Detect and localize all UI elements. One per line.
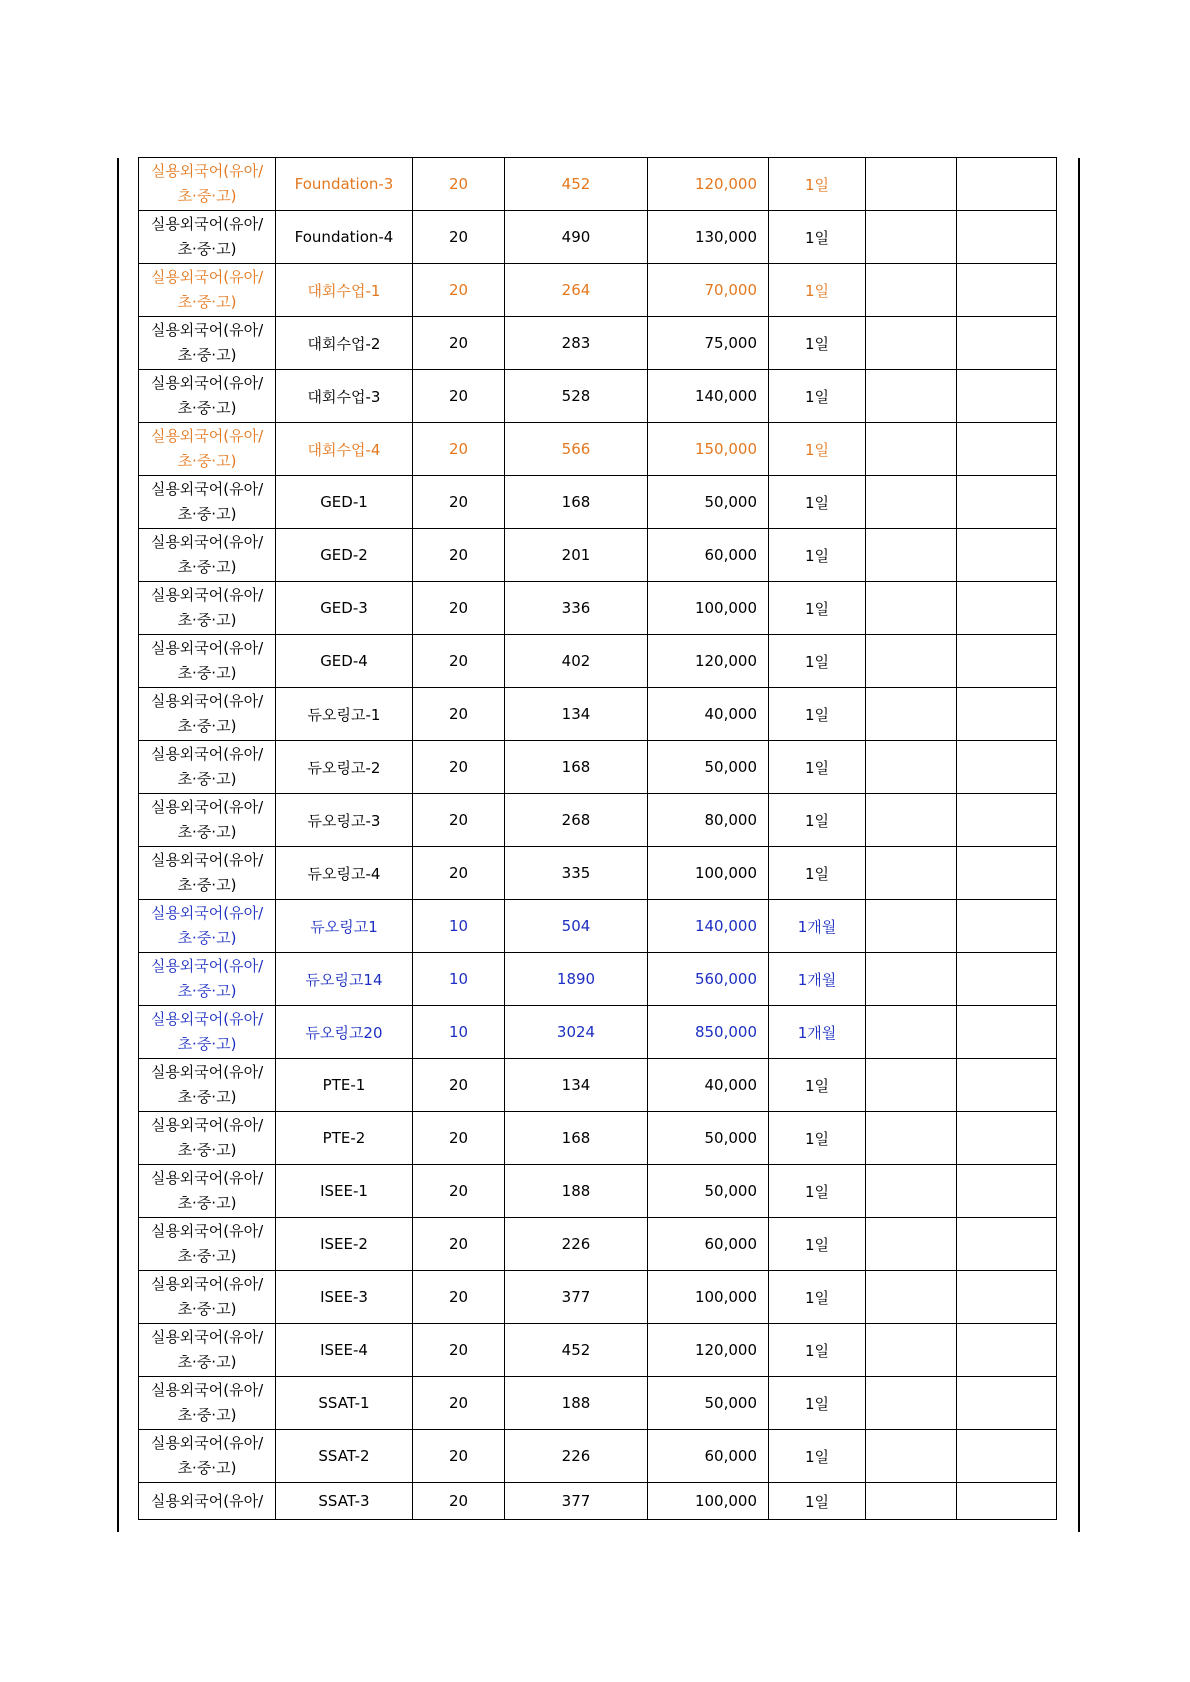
period-cell: 1일 xyxy=(769,1324,866,1377)
table-row xyxy=(139,1218,1057,1271)
subject-text: 실용외국어(유아/ xyxy=(150,586,264,604)
subject-text: 실용외국어(유아/ xyxy=(150,692,264,710)
course-name-cell: GED-1 xyxy=(276,476,413,529)
table-row xyxy=(139,900,1057,953)
subject-text: 초·중·고) xyxy=(177,1459,237,1477)
course-name-cell: ISEE-4 xyxy=(276,1324,413,1377)
period-cell: 1일 xyxy=(769,476,866,529)
blank-cell xyxy=(866,688,957,741)
blank-cell xyxy=(866,529,957,582)
period-cell: 1일 xyxy=(769,158,866,211)
subject-cell xyxy=(139,1430,276,1483)
subject-text: 초·중·고) xyxy=(177,611,237,629)
blank-cell xyxy=(866,635,957,688)
subject-text: 실용외국어(유아/ xyxy=(150,1010,264,1028)
course-name-cell: PTE-1 xyxy=(276,1059,413,1112)
subject-text: 초·중·고) xyxy=(177,929,237,947)
blank-cell xyxy=(957,900,1057,953)
blank-cell xyxy=(866,582,957,635)
capacity-cell: 20 xyxy=(413,1377,505,1430)
hours-cell: 168 xyxy=(505,1112,648,1165)
subject-text: 실용외국어(유아/ xyxy=(150,162,264,180)
subject-cell xyxy=(139,1377,276,1430)
subject-text: 실용외국어(유아/ xyxy=(150,957,264,975)
blank-cell xyxy=(866,1430,957,1483)
subject-text: 실용외국어(유아/ xyxy=(150,1116,264,1134)
course-name-cell: 듀오링고-2 xyxy=(276,741,413,794)
fee-cell: 80,000 xyxy=(648,794,769,847)
period-cell: 1일 xyxy=(769,1483,866,1520)
fee-cell: 140,000 xyxy=(648,370,769,423)
subject-cell xyxy=(139,264,276,317)
fee-cell: 50,000 xyxy=(648,1377,769,1430)
course-name-cell: 대회수업-2 xyxy=(276,317,413,370)
subject-text: 초·중·고) xyxy=(177,399,237,417)
course-name-cell: 듀오링고-3 xyxy=(276,794,413,847)
blank-cell xyxy=(866,1112,957,1165)
blank-cell xyxy=(957,317,1057,370)
period-cell: 1일 xyxy=(769,1218,866,1271)
capacity-cell: 20 xyxy=(413,1483,505,1520)
subject-cell xyxy=(139,847,276,900)
subject-text: 초·중·고) xyxy=(177,823,237,841)
course-name-cell: 대회수업-4 xyxy=(276,423,413,476)
period-cell: 1일 xyxy=(769,741,866,794)
course-name-cell: SSAT-2 xyxy=(276,1430,413,1483)
blank-cell xyxy=(866,1377,957,1430)
table-row xyxy=(139,370,1057,423)
subject-text: 초·중·고) xyxy=(177,1035,237,1053)
subject-text: 초·중·고) xyxy=(177,505,237,523)
blank-cell xyxy=(957,1006,1057,1059)
fee-cell: 60,000 xyxy=(648,1430,769,1483)
table-row xyxy=(139,741,1057,794)
subject-text: 초·중·고) xyxy=(177,1406,237,1424)
blank-cell xyxy=(866,1271,957,1324)
subject-text: 실용외국어(유아/ xyxy=(150,1222,264,1240)
fee-cell: 120,000 xyxy=(648,158,769,211)
subject-text: 초·중·고) xyxy=(177,240,237,258)
period-cell: 1일 xyxy=(769,688,866,741)
subject-text: 초·중·고) xyxy=(177,1300,237,1318)
hours-cell: 134 xyxy=(505,688,648,741)
capacity-cell: 20 xyxy=(413,317,505,370)
table-row xyxy=(139,582,1057,635)
fee-cell: 130,000 xyxy=(648,211,769,264)
course-name-cell: 듀오링고20 xyxy=(276,1006,413,1059)
hours-cell: 134 xyxy=(505,1059,648,1112)
blank-cell xyxy=(957,688,1057,741)
blank-cell xyxy=(957,1165,1057,1218)
period-cell: 1일 xyxy=(769,635,866,688)
fee-cell: 40,000 xyxy=(648,688,769,741)
fee-cell: 140,000 xyxy=(648,900,769,953)
course-name-cell: 듀오링고14 xyxy=(276,953,413,1006)
table-row xyxy=(139,317,1057,370)
subject-text: 실용외국어(유아/ xyxy=(150,1169,264,1187)
capacity-cell: 20 xyxy=(413,688,505,741)
hours-cell: 226 xyxy=(505,1218,648,1271)
course-name-cell: Foundation-3 xyxy=(276,158,413,211)
table-row xyxy=(139,1271,1057,1324)
subject-cell xyxy=(139,688,276,741)
subject-text: 실용외국어(유아/ xyxy=(150,321,264,339)
period-cell: 1일 xyxy=(769,264,866,317)
subject-text: 초·중·고) xyxy=(177,346,237,364)
period-cell: 1일 xyxy=(769,370,866,423)
course-name-cell: GED-4 xyxy=(276,635,413,688)
capacity-cell: 20 xyxy=(413,847,505,900)
period-cell: 1일 xyxy=(769,1430,866,1483)
fee-cell: 100,000 xyxy=(648,1483,769,1520)
table-row xyxy=(139,1006,1057,1059)
blank-cell xyxy=(957,211,1057,264)
subject-text: 실용외국어(유아/ xyxy=(150,215,264,233)
blank-cell xyxy=(866,1483,957,1520)
subject-cell xyxy=(139,423,276,476)
hours-cell: 3024 xyxy=(505,1006,648,1059)
fee-cell: 70,000 xyxy=(648,264,769,317)
fee-cell: 50,000 xyxy=(648,1112,769,1165)
hours-cell: 377 xyxy=(505,1483,648,1520)
blank-cell xyxy=(957,1271,1057,1324)
table-row xyxy=(139,635,1057,688)
capacity-cell: 10 xyxy=(413,900,505,953)
table-row xyxy=(139,1059,1057,1112)
subject-text: 실용외국어(유아/ xyxy=(150,1434,264,1452)
table-row xyxy=(139,1430,1057,1483)
capacity-cell: 20 xyxy=(413,635,505,688)
period-cell: 1일 xyxy=(769,1377,866,1430)
blank-cell xyxy=(957,847,1057,900)
period-cell: 1일 xyxy=(769,1165,866,1218)
blank-cell xyxy=(866,423,957,476)
blank-cell xyxy=(957,1059,1057,1112)
fee-cell: 60,000 xyxy=(648,529,769,582)
blank-cell xyxy=(957,953,1057,1006)
subject-cell xyxy=(139,1324,276,1377)
capacity-cell: 20 xyxy=(413,1324,505,1377)
table-row xyxy=(139,476,1057,529)
fee-cell: 100,000 xyxy=(648,582,769,635)
capacity-cell: 10 xyxy=(413,953,505,1006)
blank-cell xyxy=(957,741,1057,794)
subject-text: 실용외국어(유아/ xyxy=(150,745,264,763)
table-row xyxy=(139,423,1057,476)
subject-text: 초·중·고) xyxy=(177,664,237,682)
fee-cell: 850,000 xyxy=(648,1006,769,1059)
capacity-cell: 20 xyxy=(413,741,505,794)
subject-text: 초·중·고) xyxy=(177,558,237,576)
blank-cell xyxy=(957,529,1057,582)
course-name-cell: 대회수업-1 xyxy=(276,264,413,317)
blank-cell xyxy=(957,1218,1057,1271)
hours-cell: 1890 xyxy=(505,953,648,1006)
fee-cell: 560,000 xyxy=(648,953,769,1006)
period-cell: 1개월 xyxy=(769,900,866,953)
capacity-cell: 20 xyxy=(413,370,505,423)
blank-cell xyxy=(957,635,1057,688)
blank-cell xyxy=(957,423,1057,476)
subject-text: 초·중·고) xyxy=(177,717,237,735)
period-cell: 1일 xyxy=(769,1112,866,1165)
table-row xyxy=(139,1165,1057,1218)
fee-cell: 75,000 xyxy=(648,317,769,370)
period-cell: 1개월 xyxy=(769,1006,866,1059)
table-row xyxy=(139,529,1057,582)
subject-text: 실용외국어(유아/ xyxy=(150,1491,264,1510)
fee-cell: 40,000 xyxy=(648,1059,769,1112)
table-row xyxy=(139,211,1057,264)
period-cell: 1일 xyxy=(769,211,866,264)
hours-cell: 201 xyxy=(505,529,648,582)
table-row xyxy=(139,1483,1057,1520)
subject-text: 실용외국어(유아/ xyxy=(150,851,264,869)
subject-text: 초·중·고) xyxy=(177,1088,237,1106)
subject-cell xyxy=(139,529,276,582)
subject-cell xyxy=(139,794,276,847)
course-fee-table xyxy=(138,157,1057,1520)
subject-text: 실용외국어(유아/ xyxy=(150,1275,264,1293)
hours-cell: 188 xyxy=(505,1377,648,1430)
course-name-cell: SSAT-1 xyxy=(276,1377,413,1430)
subject-cell xyxy=(139,1271,276,1324)
blank-cell xyxy=(866,211,957,264)
hours-cell: 336 xyxy=(505,582,648,635)
blank-cell xyxy=(866,1006,957,1059)
hours-cell: 268 xyxy=(505,794,648,847)
hours-cell: 452 xyxy=(505,1324,648,1377)
subject-text: 실용외국어(유아/ xyxy=(150,1063,264,1081)
subject-text: 실용외국어(유아/ xyxy=(150,798,264,816)
course-name-cell: PTE-2 xyxy=(276,1112,413,1165)
course-name-cell: 대회수업-3 xyxy=(276,370,413,423)
hours-cell: 504 xyxy=(505,900,648,953)
capacity-cell: 20 xyxy=(413,1112,505,1165)
table-row xyxy=(139,1377,1057,1430)
hours-cell: 490 xyxy=(505,211,648,264)
subject-cell xyxy=(139,635,276,688)
fee-cell: 120,000 xyxy=(648,635,769,688)
blank-cell xyxy=(957,476,1057,529)
blank-cell xyxy=(866,370,957,423)
subject-cell xyxy=(139,317,276,370)
blank-cell xyxy=(866,741,957,794)
blank-cell xyxy=(866,794,957,847)
course-name-cell: ISEE-3 xyxy=(276,1271,413,1324)
capacity-cell: 10 xyxy=(413,1006,505,1059)
subject-text: 초·중·고) xyxy=(177,1141,237,1159)
capacity-cell: 20 xyxy=(413,1218,505,1271)
period-cell: 1일 xyxy=(769,1271,866,1324)
fee-cell: 50,000 xyxy=(648,741,769,794)
table-row xyxy=(139,688,1057,741)
fee-cell: 50,000 xyxy=(648,476,769,529)
course-name-cell: 듀오링고-1 xyxy=(276,688,413,741)
blank-cell xyxy=(866,264,957,317)
subject-text: 초·중·고) xyxy=(177,187,237,205)
subject-cell xyxy=(139,211,276,264)
subject-text: 실용외국어(유아/ xyxy=(150,1328,264,1346)
fee-cell: 120,000 xyxy=(648,1324,769,1377)
blank-cell xyxy=(957,1112,1057,1165)
course-name-cell: 듀오링고-4 xyxy=(276,847,413,900)
table-row xyxy=(139,1112,1057,1165)
blank-cell xyxy=(866,1218,957,1271)
course-name-cell: GED-3 xyxy=(276,582,413,635)
table-row xyxy=(139,1324,1057,1377)
period-cell: 1일 xyxy=(769,423,866,476)
hours-cell: 452 xyxy=(505,158,648,211)
capacity-cell: 20 xyxy=(413,1165,505,1218)
blank-cell xyxy=(866,900,957,953)
capacity-cell: 20 xyxy=(413,211,505,264)
blank-cell xyxy=(866,1324,957,1377)
capacity-cell: 20 xyxy=(413,1059,505,1112)
capacity-cell: 20 xyxy=(413,582,505,635)
period-cell: 1개월 xyxy=(769,953,866,1006)
fee-cell: 60,000 xyxy=(648,1218,769,1271)
fee-cell: 50,000 xyxy=(648,1165,769,1218)
hours-cell: 377 xyxy=(505,1271,648,1324)
blank-cell xyxy=(957,582,1057,635)
hours-cell: 226 xyxy=(505,1430,648,1483)
blank-cell xyxy=(957,264,1057,317)
page-frame-right-border xyxy=(1078,158,1080,1532)
period-cell: 1일 xyxy=(769,529,866,582)
period-cell: 1일 xyxy=(769,582,866,635)
subject-cell xyxy=(139,900,276,953)
period-cell: 1일 xyxy=(769,794,866,847)
period-cell: 1일 xyxy=(769,317,866,370)
subject-cell xyxy=(139,741,276,794)
blank-cell xyxy=(866,476,957,529)
fee-cell: 100,000 xyxy=(648,847,769,900)
period-cell: 1일 xyxy=(769,1059,866,1112)
course-name-cell: 듀오링고1 xyxy=(276,900,413,953)
capacity-cell: 20 xyxy=(413,529,505,582)
capacity-cell: 20 xyxy=(413,794,505,847)
course-name-cell: ISEE-2 xyxy=(276,1218,413,1271)
table-row xyxy=(139,264,1057,317)
blank-cell xyxy=(957,370,1057,423)
course-name-cell: GED-2 xyxy=(276,529,413,582)
hours-cell: 264 xyxy=(505,264,648,317)
table-row xyxy=(139,953,1057,1006)
subject-cell xyxy=(139,1059,276,1112)
blank-cell xyxy=(866,847,957,900)
subject-cell xyxy=(139,1165,276,1218)
table-row xyxy=(139,847,1057,900)
blank-cell xyxy=(866,317,957,370)
capacity-cell: 20 xyxy=(413,158,505,211)
blank-cell xyxy=(866,953,957,1006)
subject-text: 초·중·고) xyxy=(177,1247,237,1265)
subject-cell xyxy=(139,1218,276,1271)
subject-text: 초·중·고) xyxy=(177,876,237,894)
capacity-cell: 20 xyxy=(413,264,505,317)
capacity-cell: 20 xyxy=(413,423,505,476)
blank-cell xyxy=(957,1377,1057,1430)
blank-cell xyxy=(866,1059,957,1112)
blank-cell xyxy=(957,794,1057,847)
capacity-cell: 20 xyxy=(413,1271,505,1324)
blank-cell xyxy=(957,1324,1057,1377)
subject-cell xyxy=(139,1112,276,1165)
table-row xyxy=(139,158,1057,211)
blank-cell xyxy=(866,158,957,211)
subject-cell xyxy=(139,1006,276,1059)
subject-text: 실용외국어(유아/ xyxy=(150,904,264,922)
subject-text: 실용외국어(유아/ xyxy=(150,268,264,286)
subject-text: 초·중·고) xyxy=(177,1353,237,1371)
hours-cell: 335 xyxy=(505,847,648,900)
course-name-cell: Foundation-4 xyxy=(276,211,413,264)
blank-cell xyxy=(957,1483,1057,1520)
subject-text: 초·중·고) xyxy=(177,770,237,788)
blank-cell xyxy=(866,1165,957,1218)
subject-text: 초·중·고) xyxy=(177,982,237,1000)
fee-cell: 100,000 xyxy=(648,1271,769,1324)
subject-cell xyxy=(139,1483,276,1520)
subject-text: 실용외국어(유아/ xyxy=(150,374,264,392)
subject-cell xyxy=(139,953,276,1006)
course-name-cell: SSAT-3 xyxy=(276,1483,413,1520)
hours-cell: 168 xyxy=(505,476,648,529)
hours-cell: 283 xyxy=(505,317,648,370)
subject-text: 실용외국어(유아/ xyxy=(150,533,264,551)
subject-text: 초·중·고) xyxy=(177,452,237,470)
period-cell: 1일 xyxy=(769,847,866,900)
hours-cell: 566 xyxy=(505,423,648,476)
hours-cell: 402 xyxy=(505,635,648,688)
subject-cell xyxy=(139,370,276,423)
fee-cell: 150,000 xyxy=(648,423,769,476)
hours-cell: 188 xyxy=(505,1165,648,1218)
capacity-cell: 20 xyxy=(413,1430,505,1483)
subject-text: 초·중·고) xyxy=(177,1194,237,1212)
subject-cell xyxy=(139,582,276,635)
capacity-cell: 20 xyxy=(413,476,505,529)
page-frame-left-border xyxy=(117,158,119,1532)
course-name-cell: ISEE-1 xyxy=(276,1165,413,1218)
blank-cell xyxy=(957,1430,1057,1483)
subject-text: 실용외국어(유아/ xyxy=(150,480,264,498)
subject-text: 실용외국어(유아/ xyxy=(150,427,264,445)
hours-cell: 528 xyxy=(505,370,648,423)
course-fee-rows xyxy=(139,158,1057,1520)
hours-cell: 168 xyxy=(505,741,648,794)
subject-cell xyxy=(139,158,276,211)
subject-text: 초·중·고) xyxy=(177,293,237,311)
subject-cell xyxy=(139,476,276,529)
blank-cell xyxy=(957,158,1057,211)
subject-text: 실용외국어(유아/ xyxy=(150,1381,264,1399)
subject-text: 실용외국어(유아/ xyxy=(150,639,264,657)
table-row xyxy=(139,794,1057,847)
